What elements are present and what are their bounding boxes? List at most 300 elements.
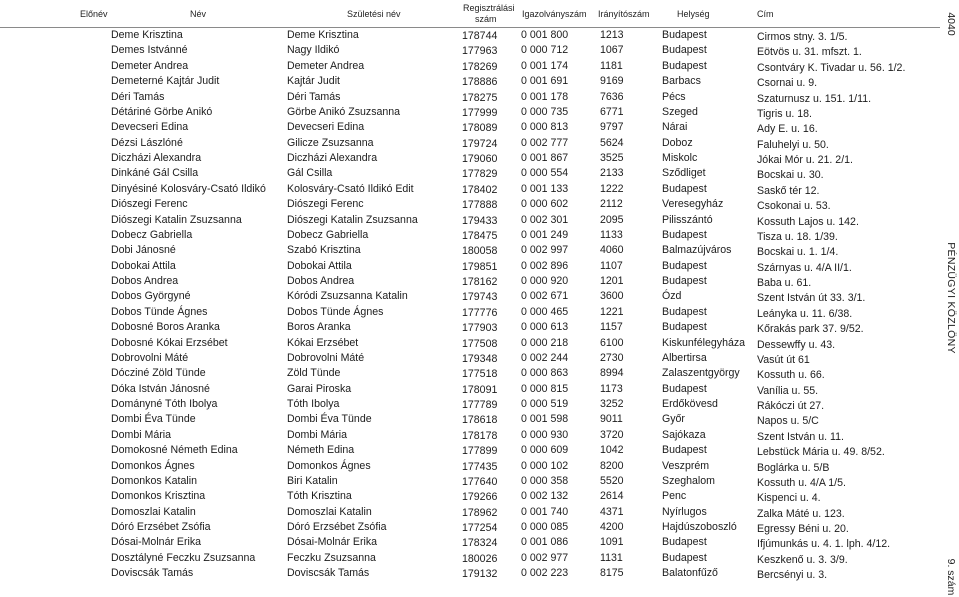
birth-name-cell: Zöld Tünde (287, 367, 341, 380)
address-cell: Eötvös u. 31. mfszt. 1. (757, 46, 862, 59)
side-margin (942, 0, 959, 597)
id-number-cell: 0 000 863 (521, 367, 569, 380)
birth-name-cell: Dobecz Gabriella (287, 228, 369, 241)
city-cell: Penc (662, 490, 687, 503)
table-row (0, 151, 940, 166)
postal-code-cell: 2133 (600, 167, 624, 180)
address-cell: Boglárka u. 5/B (757, 461, 830, 474)
name-cell: Dinkáné Gál Csilla (111, 167, 199, 180)
name-cell: Domonkos Katalin (111, 474, 197, 487)
address-cell: Csornai u. 9. (757, 77, 818, 90)
postal-code-cell: 1107 (600, 259, 623, 272)
birth-name-cell: Kóródi Zsuzsanna Katalin (287, 290, 408, 303)
table-row (0, 197, 940, 212)
id-number-cell: 0 000 815 (521, 382, 569, 395)
birth-name-cell: Demeter Andrea (287, 59, 365, 72)
address-cell: Egressy Béni u. 20. (757, 523, 849, 535)
name-cell: Dézsi Lászlóné (111, 136, 183, 149)
registration-number-cell: 177435 (462, 460, 498, 473)
address-cell: Bocskai u. 30. (757, 169, 824, 182)
id-number-cell: 0 001 598 (521, 413, 569, 426)
name-cell: Dobosné Boros Aranka (111, 321, 220, 334)
address-cell: Rákóczi út 27. (757, 400, 825, 412)
postal-code-cell: 3600 (600, 290, 624, 303)
header-helyseg: Helység (677, 9, 710, 19)
name-cell: Dományné Tóth Ibolya (111, 398, 218, 410)
header-reg-line1: Regisztrálási (463, 3, 515, 13)
address-cell: Bocskai u. 1. 1/4. (757, 246, 839, 259)
postal-code-cell: 3252 (600, 398, 624, 410)
name-cell: Dobokai Attila (111, 259, 176, 272)
id-number-cell: 0 001 178 (521, 90, 569, 103)
postal-code-cell: 1091 (600, 536, 624, 549)
id-number-cell: 0 000 085 (521, 521, 569, 533)
city-cell: Budapest (662, 275, 707, 287)
table-row (0, 59, 940, 74)
table-row (0, 428, 940, 443)
header-cim: Cím (757, 9, 774, 19)
table-row (0, 443, 940, 458)
id-number-cell: 0 000 602 (521, 198, 569, 211)
id-number-cell: 0 000 813 (521, 121, 569, 134)
id-number-cell: 0 001 867 (521, 152, 569, 164)
postal-code-cell: 1201 (600, 275, 624, 287)
postal-code-cell: 9169 (600, 75, 624, 88)
postal-code-cell: 2614 (600, 490, 624, 503)
birth-name-cell: Tóth Krisztina (287, 490, 352, 503)
name-cell: Demes Istvánné (111, 44, 188, 57)
id-number-cell: 0 002 223 (521, 567, 569, 580)
city-cell: Nyírlugos (662, 505, 707, 518)
postal-code-cell: 1133 (600, 228, 623, 241)
city-cell: Budapest (662, 382, 707, 395)
name-cell: Dobos Györgyné (111, 290, 191, 303)
name-cell: Dóró Erzsébet Zsófia (111, 521, 211, 533)
registration-number-cell: 177888 (462, 199, 498, 212)
registration-number-cell: 177963 (462, 45, 498, 58)
header-szuletesi-nev: Születési név (347, 9, 401, 19)
id-number-cell: 0 000 920 (521, 275, 569, 287)
postal-code-cell: 9011 (600, 413, 623, 426)
birth-name-cell: Garai Piroska (287, 382, 352, 395)
city-cell: Sajókaza (662, 428, 706, 441)
birth-name-cell: Dóró Erzsébet Zsófia (287, 521, 387, 533)
id-number-cell: 0 002 977 (521, 551, 569, 564)
registration-number-cell: 178089 (462, 122, 498, 135)
birth-name-cell: Gilicze Zsuzsanna (287, 136, 374, 149)
address-cell: Baba u. 61. (757, 277, 812, 289)
address-cell: Vasút út 61 (757, 353, 810, 366)
registration-number-cell: 177899 (462, 445, 498, 458)
birth-name-cell: Dobrovolni Máté (287, 351, 365, 364)
city-cell: Győr (662, 413, 685, 426)
table-row (0, 551, 940, 566)
id-number-cell: 0 000 519 (521, 398, 569, 410)
name-cell: Domonkos Ágnes (111, 459, 195, 472)
name-cell: Dobosné Kókai Erzsébet (111, 336, 228, 349)
postal-code-cell: 4060 (600, 244, 624, 257)
registration-number-cell: 178618 (462, 414, 498, 427)
birth-name-cell: Kolosváry-Csató Ildikó Edit (287, 182, 414, 195)
registration-number-cell: 177518 (462, 368, 498, 381)
registration-number-cell: 179724 (462, 137, 498, 150)
city-cell: Veresegyház (662, 198, 724, 211)
postal-code-cell: 9797 (600, 121, 624, 134)
address-cell: Csokonai u. 53. (757, 200, 831, 213)
name-cell: Détáriné Görbe Anikó (111, 105, 213, 118)
id-number-cell: 0 000 102 (521, 459, 569, 472)
city-cell: Veszprém (662, 459, 710, 472)
header-igazolvanyszam: Igazolványszám (522, 9, 587, 19)
address-cell: Kossuth u. 66. (757, 369, 825, 382)
address-cell: Szárnyas u. 4/A II/1. (757, 261, 852, 274)
city-cell: Budapest (662, 551, 707, 564)
registration-number-cell: 178178 (462, 429, 498, 442)
name-cell: Domonkos Krisztina (111, 490, 206, 503)
registration-number-cell: 179348 (462, 352, 498, 365)
address-cell: Kossuth Lajos u. 142. (757, 215, 859, 228)
birth-name-cell: Dobos Andrea (287, 275, 355, 287)
name-cell: Dobecz Gabriella (111, 228, 193, 241)
registration-number-cell: 178269 (462, 60, 498, 73)
table-row (0, 166, 940, 181)
name-cell: Diczházi Alexandra (111, 152, 202, 164)
id-number-cell: 0 000 218 (521, 336, 569, 349)
name-cell: Dobi Jánosné (111, 244, 176, 257)
table-row (0, 120, 940, 135)
registration-number-cell: 179743 (462, 291, 498, 304)
birth-name-cell: Szabó Krisztina (287, 244, 361, 257)
id-number-cell: 0 001 691 (521, 75, 569, 88)
city-cell: Budapest (662, 228, 707, 241)
name-cell: Devecseri Edina (111, 121, 189, 134)
address-cell: Ifjúmunkás u. 4. 1. lph. 4/12. (757, 538, 891, 551)
postal-code-cell: 1222 (600, 182, 624, 195)
table-row (0, 397, 940, 412)
registration-number-cell: 178162 (462, 276, 498, 288)
id-number-cell: 0 000 358 (521, 474, 569, 487)
postal-code-cell: 2112 (600, 198, 623, 211)
name-cell: Domokosné Németh Edina (111, 444, 238, 457)
city-cell: Szeged (662, 105, 698, 118)
table-row (0, 305, 940, 320)
postal-code-cell: 1213 (600, 29, 624, 41)
birth-name-cell: Diószegi Katalin Zsuzsanna (287, 213, 418, 226)
birth-name-cell: Biri Katalin (287, 474, 338, 487)
address-cell: Jókai Mór u. 21. 2/1. (757, 154, 853, 166)
birth-name-cell: Diószegi Ferenc (287, 198, 364, 211)
city-cell: Budapest (662, 305, 707, 318)
postal-code-cell: 3720 (600, 428, 624, 441)
city-cell: Hajdúszoboszló (662, 521, 737, 533)
id-number-cell: 0 002 671 (521, 290, 569, 303)
id-number-cell: 0 002 301 (521, 213, 569, 226)
registration-number-cell: 178275 (462, 91, 498, 104)
table-row (0, 351, 940, 366)
address-cell: Zalka Máté u. 123. (757, 507, 845, 520)
postal-code-cell: 5520 (600, 474, 624, 487)
address-cell: Cirmos stny. 3. 1/5. (757, 31, 848, 43)
header-reg-line2: szám (475, 14, 497, 24)
address-cell: Napos u. 5/C (757, 415, 819, 428)
address-cell: Kőrakás park 37. 9/52. (757, 323, 864, 336)
city-cell: Balmazújváros (662, 244, 732, 257)
table-row (0, 182, 940, 197)
postal-code-cell: 8994 (600, 367, 624, 380)
registration-number-cell: 178324 (462, 537, 498, 550)
birth-name-cell: Nagy Ildikó (287, 44, 340, 57)
birth-name-cell: Feczku Zsuzsanna (287, 551, 376, 564)
birth-name-cell: Dombi Mária (287, 428, 348, 441)
postal-code-cell: 8175 (600, 567, 624, 580)
registration-number-cell: 179060 (462, 153, 498, 165)
name-cell: Dobos Andrea (111, 275, 179, 287)
name-cell: Demeterné Kajtár Judit (111, 75, 220, 88)
table-header (0, 0, 940, 28)
birth-name-cell: Németh Edina (287, 444, 355, 457)
table-row (0, 366, 940, 381)
birth-name-cell: Devecseri Edina (287, 121, 365, 134)
registration-number-cell: 177829 (462, 168, 498, 181)
id-number-cell: 0 002 244 (521, 351, 569, 364)
registration-number-cell: 177508 (462, 337, 498, 350)
postal-code-cell: 7636 (600, 90, 624, 103)
city-cell: Albertirsa (662, 351, 707, 364)
city-cell: Erdőkövesd (662, 398, 718, 410)
table-row (0, 43, 940, 58)
address-cell: Lebstück Mária u. 49. 8/52. (757, 446, 885, 459)
birth-name-cell: Dobos Tünde Ágnes (287, 305, 384, 318)
id-number-cell: 0 000 712 (521, 44, 569, 57)
id-number-cell: 0 001 800 (521, 29, 569, 41)
table-row (0, 489, 940, 504)
name-cell: Dombi Éva Tünde (111, 413, 196, 426)
address-cell: Ady E. u. 16. (757, 123, 818, 136)
id-number-cell: 0 001 133 (521, 182, 569, 195)
birth-name-cell: Doviscsák Tamás (287, 567, 370, 580)
name-cell: Dósai-Molnár Erika (111, 536, 202, 549)
id-number-cell: 0 000 613 (521, 321, 569, 334)
address-cell: Faluhelyi u. 50. (757, 138, 829, 151)
name-cell: Diószegi Ferenc (111, 198, 188, 211)
postal-code-cell: 4200 (600, 521, 624, 533)
city-cell: Szeghalom (662, 474, 715, 487)
city-cell: Zalaszentgyörgy (662, 367, 740, 380)
name-cell: Dinyésiné Kolosváry-Csató Ildikó (111, 182, 266, 195)
id-number-cell: 0 002 132 (521, 490, 569, 503)
table-row (0, 274, 940, 289)
birth-name-cell: Gál Csilla (287, 167, 333, 180)
birth-name-cell: Dobokai Attila (287, 259, 352, 272)
address-cell: Kossuth u. 4/A 1/5. (757, 476, 846, 489)
table-body (0, 28, 940, 582)
address-cell: Szaturnusz u. 151. 1/11. (757, 92, 872, 105)
registration-number-cell: 179132 (462, 568, 498, 581)
city-cell: Kiskunfélegyháza (662, 336, 746, 349)
address-cell: Vanília u. 55. (757, 384, 819, 397)
table-row (0, 289, 940, 304)
table-row (0, 74, 940, 89)
id-number-cell: 0 000 930 (521, 428, 569, 441)
city-cell: Miskolc (662, 152, 698, 164)
postal-code-cell: 1173 (600, 382, 623, 395)
postal-code-cell: 1042 (600, 444, 624, 457)
table-row (0, 382, 940, 397)
birth-name-cell: Görbe Anikó Zsuzsanna (287, 105, 401, 118)
table-row (0, 243, 940, 258)
birth-name-cell: Domonkos Ágnes (287, 459, 371, 472)
city-cell: Ózd (662, 290, 682, 303)
registration-number-cell: 177640 (462, 475, 498, 488)
city-cell: Doboz (662, 136, 693, 149)
name-cell: Domoszlai Katalin (111, 505, 196, 518)
city-cell: Barbacs (662, 75, 701, 88)
table-row (0, 228, 940, 243)
name-cell: Dobos Tünde Ágnes (111, 305, 208, 318)
birth-name-cell: Kókai Erzsébet (287, 336, 359, 349)
registration-number-cell: 177254 (462, 522, 498, 534)
name-cell: Dosztályné Feczku Zsuzsanna (111, 551, 256, 564)
header-iranyitoszam: Irányítószám (598, 9, 650, 19)
table-row (0, 459, 940, 474)
city-cell: Budapest (662, 44, 707, 57)
table-row (0, 505, 940, 520)
city-cell: Budapest (662, 29, 707, 41)
table-row (0, 320, 940, 335)
table-row (0, 90, 940, 105)
postal-code-cell: 1221 (600, 305, 624, 318)
registration-number-cell: 179851 (462, 260, 498, 273)
postal-code-cell: 8200 (600, 459, 624, 472)
id-number-cell: 0 002 997 (521, 244, 569, 257)
name-cell: Dobrovolni Máté (111, 351, 189, 364)
registration-number-cell: 178744 (462, 30, 498, 42)
birth-name-cell: Dombi Éva Tünde (287, 413, 372, 426)
table-row (0, 259, 940, 274)
postal-code-cell: 6771 (600, 105, 624, 118)
issue-number: 9. szám (944, 558, 957, 596)
address-cell: Bercsényi u. 3. (757, 569, 828, 582)
id-number-cell: 0 001 740 (521, 505, 569, 518)
address-cell: Kispenci u. 4. (757, 492, 821, 505)
postal-code-cell: 1131 (600, 551, 623, 564)
table-row (0, 566, 940, 581)
registration-number-cell: 180058 (462, 245, 498, 258)
name-cell: Déri Tamás (111, 90, 165, 103)
registration-number-cell: 178475 (462, 229, 498, 242)
postal-code-cell: 2095 (600, 213, 624, 226)
city-cell: Budapest (662, 182, 707, 195)
header-nev: Név (190, 9, 207, 19)
registration-number-cell: 179266 (462, 491, 498, 504)
name-cell: Dócziné Zöld Tünde (111, 367, 206, 380)
city-cell: Budapest (662, 59, 707, 72)
id-number-cell: 0 002 777 (521, 136, 569, 149)
birth-name-cell: Dósai-Molnár Erika (287, 536, 378, 549)
address-cell: Keszkenő u. 3. 3/9. (757, 553, 848, 566)
registration-number-cell: 177903 (462, 322, 498, 335)
birth-name-cell: Domoszlai Katalin (287, 505, 372, 518)
address-cell: Szent István út 33. 3/1. (757, 292, 866, 305)
address-cell: Csontváry K. Tivadar u. 56. 1/2. (757, 61, 906, 74)
table-row (0, 336, 940, 351)
birth-name-cell: Kajtár Judit (287, 75, 340, 88)
city-cell: Budapest (662, 321, 707, 334)
postal-code-cell: 1067 (600, 44, 624, 57)
city-cell: Balatonfűző (662, 567, 718, 580)
registration-number-cell: 178091 (462, 383, 498, 396)
birth-name-cell: Boros Aranka (287, 321, 351, 334)
name-cell: Dombi Mária (111, 428, 172, 441)
name-cell: Dóka István Jánosné (111, 382, 210, 395)
postal-code-cell: 3525 (600, 152, 624, 164)
city-cell: Nárai (662, 121, 688, 134)
registration-number-cell: 177789 (462, 399, 498, 411)
postal-code-cell: 1181 (600, 59, 623, 72)
registration-number-cell: 179433 (462, 214, 498, 227)
address-cell: Szent István u. 11. (757, 430, 844, 443)
name-cell: Demeter Andrea (111, 59, 189, 72)
postal-code-cell: 5624 (600, 136, 624, 149)
table-row (0, 213, 940, 228)
id-number-cell: 0 000 609 (521, 444, 569, 457)
name-cell: Deme Krisztina (111, 29, 183, 41)
address-cell: Leányka u. 11. 6/38. (757, 307, 853, 320)
address-cell: Dessewffy u. 43. (757, 338, 836, 351)
city-cell: Budapest (662, 536, 707, 549)
postal-code-cell: 2730 (600, 351, 624, 364)
page-number: 4040 (944, 12, 957, 36)
table-row (0, 412, 940, 427)
city-cell: Pilisszántó (662, 213, 713, 226)
city-cell: Sződliget (662, 167, 706, 180)
name-cell: Doviscsák Tamás (111, 567, 194, 580)
journal-title: PÉNZÜGYI KÖZLÖNY (944, 242, 957, 354)
birth-name-cell: Tóth Ibolya (287, 398, 340, 410)
city-cell: Budapest (662, 259, 707, 272)
registration-number-cell: 178962 (462, 506, 498, 519)
id-number-cell: 0 002 896 (521, 259, 569, 272)
postal-code-cell: 1157 (600, 321, 623, 334)
table-row (0, 105, 940, 120)
address-cell: Saskő tér 12. (757, 184, 820, 197)
postal-code-cell: 6100 (600, 336, 624, 349)
table-row (0, 520, 940, 535)
id-number-cell: 0 001 086 (521, 536, 569, 549)
id-number-cell: 0 000 554 (521, 167, 569, 180)
id-number-cell: 0 001 249 (521, 228, 569, 241)
address-cell: Tigris u. 18. (757, 107, 812, 120)
registration-number-cell: 180026 (462, 552, 498, 565)
city-cell: Budapest (662, 444, 707, 457)
birth-name-cell: Déri Tamás (287, 90, 341, 103)
address-cell: Tisza u. 18. 1/39. (757, 230, 838, 243)
table-row (0, 136, 940, 151)
name-cell: Diószegi Katalin Zsuzsanna (111, 213, 242, 226)
id-number-cell: 0 000 735 (521, 105, 569, 118)
city-cell: Pécs (662, 90, 686, 103)
registration-number-cell: 178402 (462, 183, 498, 196)
table-row (0, 28, 940, 43)
registration-number-cell: 178886 (462, 76, 498, 89)
registration-number-cell: 177999 (462, 106, 498, 119)
postal-code-cell: 4371 (600, 505, 624, 518)
birth-name-cell: Diczházi Alexandra (287, 152, 378, 164)
registration-number-cell: 177776 (462, 306, 498, 319)
birth-name-cell: Deme Krisztina (287, 29, 359, 41)
id-number-cell: 0 001 174 (521, 59, 569, 72)
table-row (0, 474, 940, 489)
